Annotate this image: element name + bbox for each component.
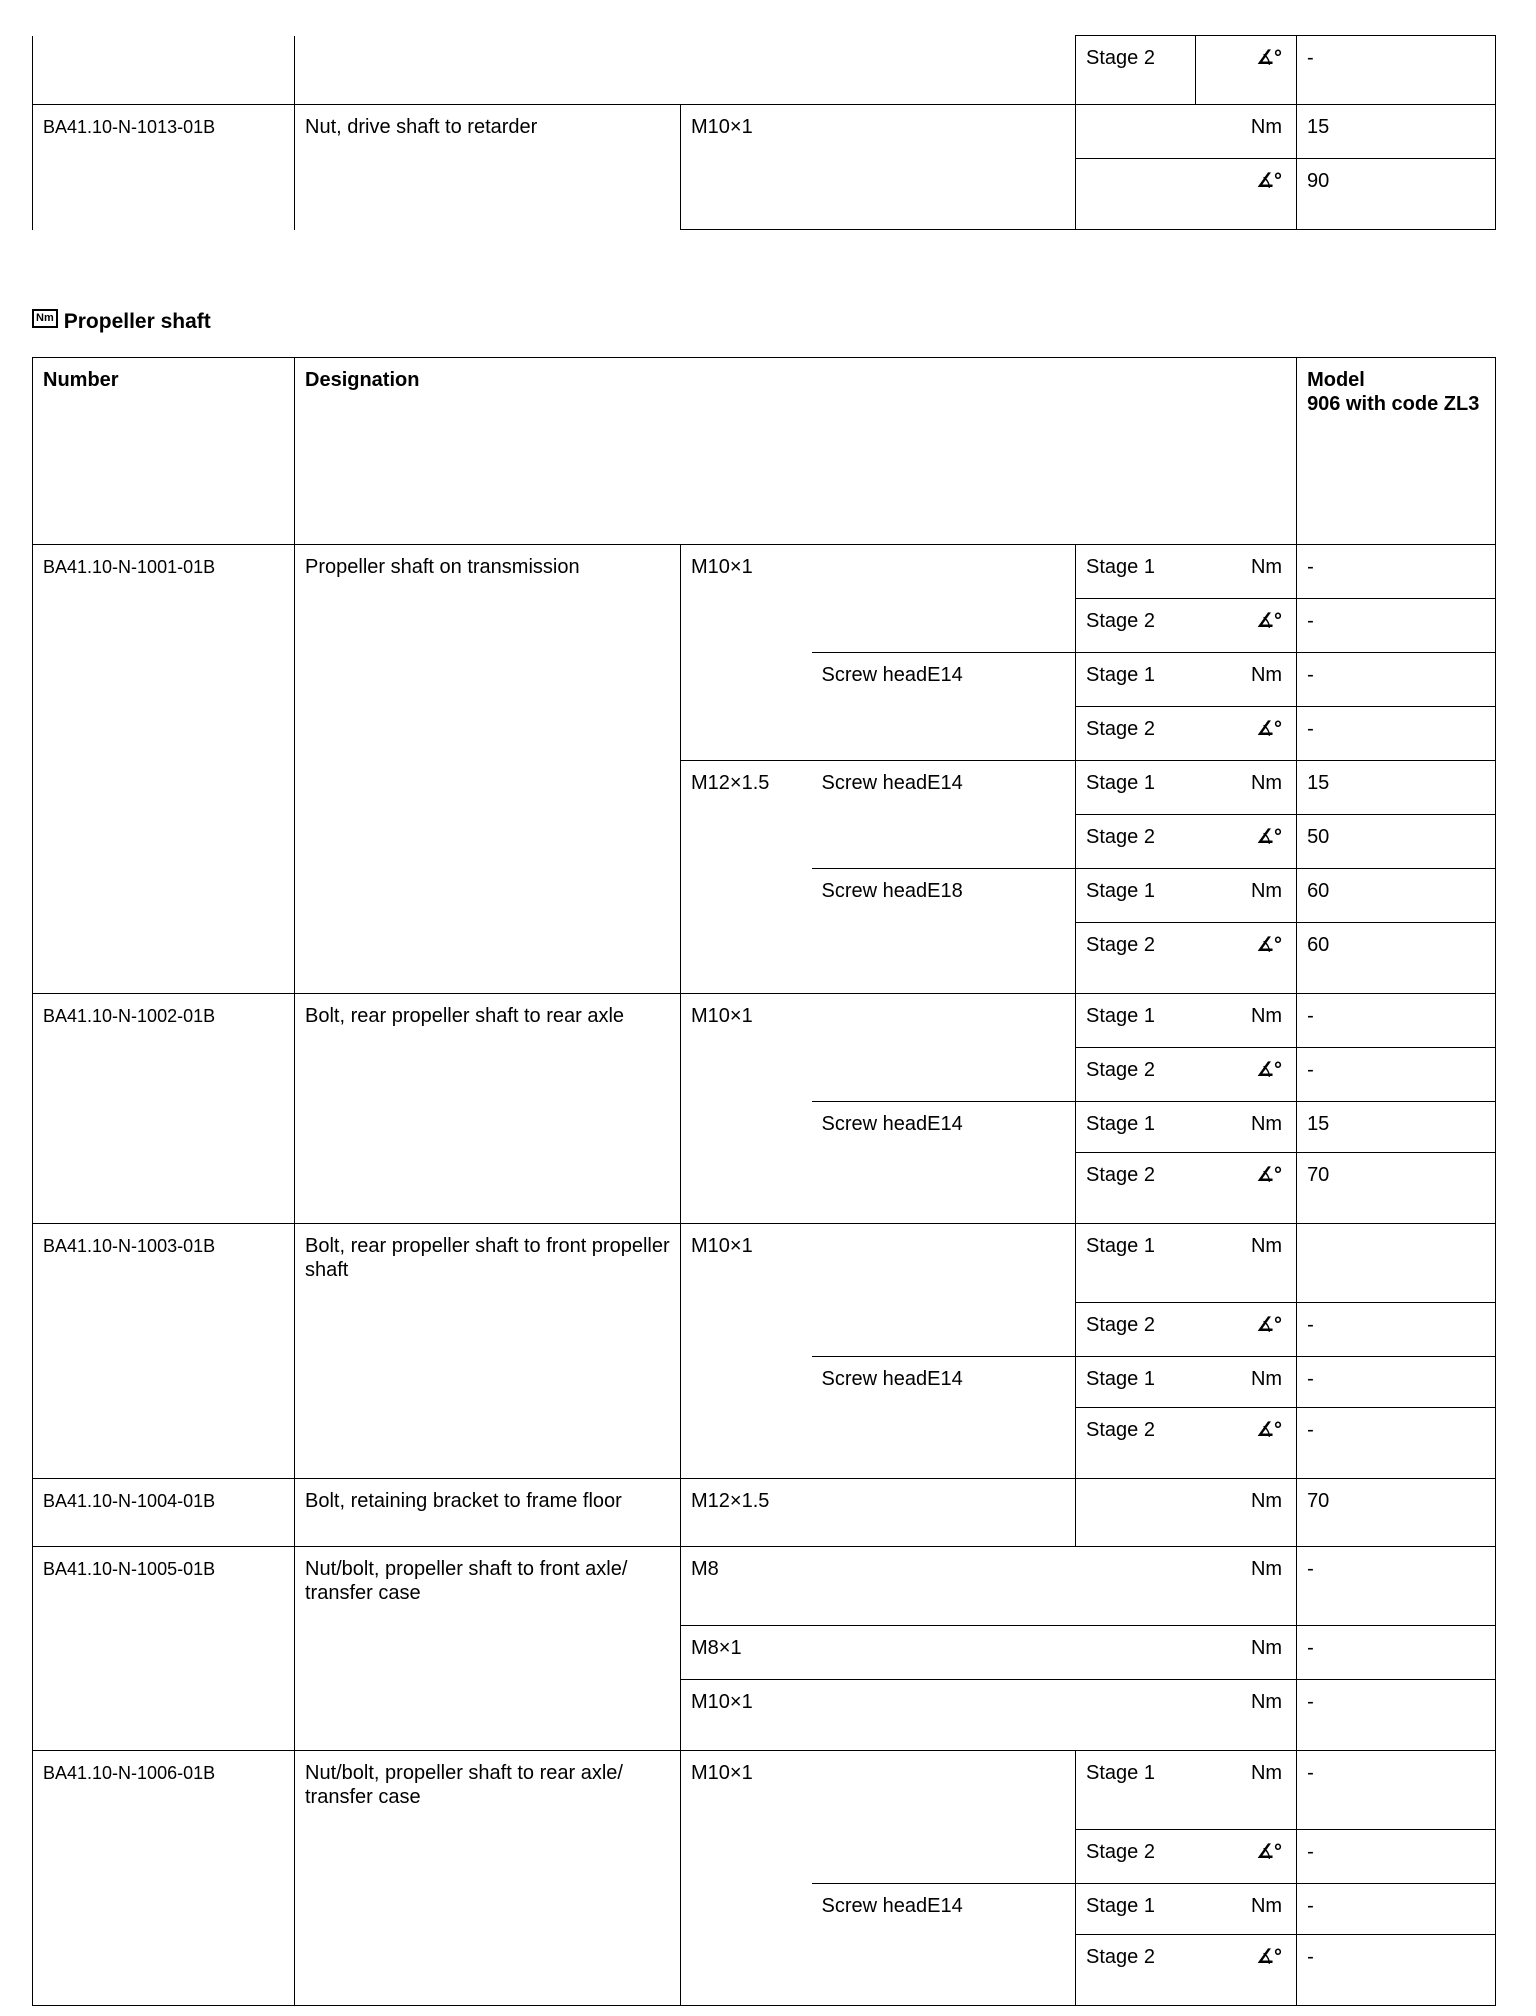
angle-icon: ∡° [1256,47,1282,69]
part-number: BA41.10-N-1001-01B [33,545,295,994]
thread-size: M8 [681,1547,812,1626]
stage-label: Stage 2 [1076,1830,1196,1884]
unit-nm: Nm [1196,1626,1297,1680]
torque-value: 15 [1297,105,1496,159]
stage-label: Stage 1 [1076,1102,1196,1153]
stage-label: Stage 1 [1076,545,1196,599]
stage-label: Stage 2 [1076,815,1196,869]
angle-icon: ∡° [1256,1059,1283,1081]
unit-nm: Nm [1196,1102,1297,1153]
stage-label: Stage 2 [1076,707,1196,761]
torque-icon: Nm [32,309,58,328]
header-designation: Designation [295,358,1297,545]
angle-icon: ∡° [1256,1314,1283,1336]
torque-value: - [1297,36,1496,105]
screw-head: Screw headE14 [812,1357,1076,1479]
designation: Bolt, rear propeller shaft to rear axle [295,994,681,1224]
angle-icon: ∡° [1256,826,1283,848]
unit-nm: Nm [1196,545,1297,599]
torque-value: 60 [1297,869,1496,923]
thread-size: M10×1 [681,1680,812,1751]
torque-value: - [1297,707,1496,761]
stage-label: Stage 2 [1076,1048,1196,1102]
designation: Nut/bolt, propeller shaft to front axle/ transfer case [295,1547,681,1751]
stage-label: Stage 2 [1076,1935,1196,2006]
torque-value: - [1297,1303,1496,1357]
torque-value: - [1297,1935,1496,2006]
torque-value: - [1297,1680,1496,1751]
angle-icon: ∡° [1256,1164,1283,1186]
unit-nm: Nm [1196,994,1297,1048]
header-model: Model 906 with code ZL3 [1297,358,1496,545]
part-number: BA41.10-N-1002-01B [33,994,295,1224]
screw-head: Screw headE14 [812,1884,1076,2006]
thread-size: M10×1 [681,1751,812,2006]
torque-value: - [1297,1357,1496,1408]
designation: Propeller shaft on transmission [295,545,681,994]
thread-size: M10×1 [681,545,812,761]
part-number: BA41.10-N-1003-01B [33,1224,295,1479]
thread-size: M12×1.5 [681,1479,812,1547]
torque-value: - [1297,653,1496,707]
angle-icon: ∡° [1256,610,1283,632]
stage-label: Stage 2 [1076,923,1196,994]
continuation-table [32,35,1496,230]
part-number: BA41.10-N-1005-01B [33,1547,295,1751]
angle-icon: ∡° [1256,170,1282,192]
angle-icon: ∡° [1256,718,1283,740]
torque-value: - [1297,545,1496,599]
part-number: BA41.10-N-1006-01B [33,1751,295,2006]
propeller-shaft-table [32,357,1496,2006]
thread-size: M8×1 [681,1626,812,1680]
section-title [32,310,211,334]
part-number: BA41.10-N-1004-01B [33,1479,295,1547]
torque-value: - [1297,1408,1496,1479]
stage-label: Stage 1 [1076,869,1196,923]
header-number: Number [33,358,295,545]
stage-label: Stage 2 [1076,599,1196,653]
screw-head: Screw headE18 [812,869,1076,994]
angle-icon: ∡° [1256,1946,1283,1968]
unit-nm: Nm [1196,1884,1297,1935]
thread-size: M12×1.5 [681,761,812,994]
stage-label: Stage 1 [1076,1357,1196,1408]
thread-size: M10×1 [681,1224,812,1479]
torque-value: - [1297,1830,1496,1884]
designation: Bolt, retaining bracket to frame floor [295,1479,681,1547]
screw-head: Screw headE14 [812,761,1076,869]
torque-value: 70 [1297,1479,1496,1547]
unit-nm: Nm [1196,761,1297,815]
section-title-text: Propeller shaft [63,310,211,333]
stage-label: Stage 2 [1076,1303,1196,1357]
stage-label: Stage 2 [1076,1408,1196,1479]
unit-nm: Nm [1196,1357,1297,1408]
stage-label: Stage 1 [1076,994,1196,1048]
designation: Nut, drive shaft to retarder [295,105,681,230]
designation: Nut/bolt, propeller shaft to rear axle/ transfer case [295,1751,681,2006]
angle-icon: ∡° [1256,1841,1283,1863]
thread-size: M10×1 [681,105,812,230]
cell-blank [295,36,1076,105]
torque-value: 70 [1297,1153,1496,1224]
stage-label: Stage 1 [1076,653,1196,707]
torque-value: - [1297,1884,1496,1935]
unit-nm: Nm [1196,1680,1297,1751]
designation: Bolt, rear propeller shaft to front propeller shaft [295,1224,681,1479]
torque-value: 90 [1297,159,1496,230]
angle-icon: ∡° [1256,1419,1283,1441]
torque-value: 15 [1297,1102,1496,1153]
torque-value: 15 [1297,761,1496,815]
unit-nm: Nm [1196,1751,1297,1830]
torque-value: - [1297,1626,1496,1680]
torque-value: - [1297,1751,1496,1830]
torque-value: - [1297,994,1496,1048]
stage-label: Stage 1 [1076,1751,1196,1830]
stage-label: Stage 1 [1076,1884,1196,1935]
angle-icon: ∡° [1256,934,1283,956]
torque-value: 60 [1297,923,1496,994]
unit-nm: Nm [1196,105,1297,159]
unit-nm: Nm [1196,653,1297,707]
screw-head: Screw headE14 [812,653,1076,761]
torque-value: - [1297,1048,1496,1102]
torque-value: - [1297,599,1496,653]
unit-nm: Nm [1196,1479,1297,1547]
torque-value: - [1297,1547,1496,1626]
thread-size: M10×1 [681,994,812,1224]
torque-value: 50 [1297,815,1496,869]
screw-head: Screw headE14 [812,1102,1076,1224]
stage-label: Stage 1 [1076,761,1196,815]
torque-value [1297,1224,1496,1303]
stage-label: Stage 2 [1076,36,1196,105]
stage-label: Stage 1 [1076,1224,1196,1303]
unit-nm: Nm [1196,869,1297,923]
unit-nm: Nm [1196,1547,1297,1626]
unit-nm: Nm [1196,1224,1297,1303]
part-number: BA41.10-N-1013-01B [33,105,295,230]
stage-label: Stage 2 [1076,1153,1196,1224]
cell-blank [33,36,295,105]
